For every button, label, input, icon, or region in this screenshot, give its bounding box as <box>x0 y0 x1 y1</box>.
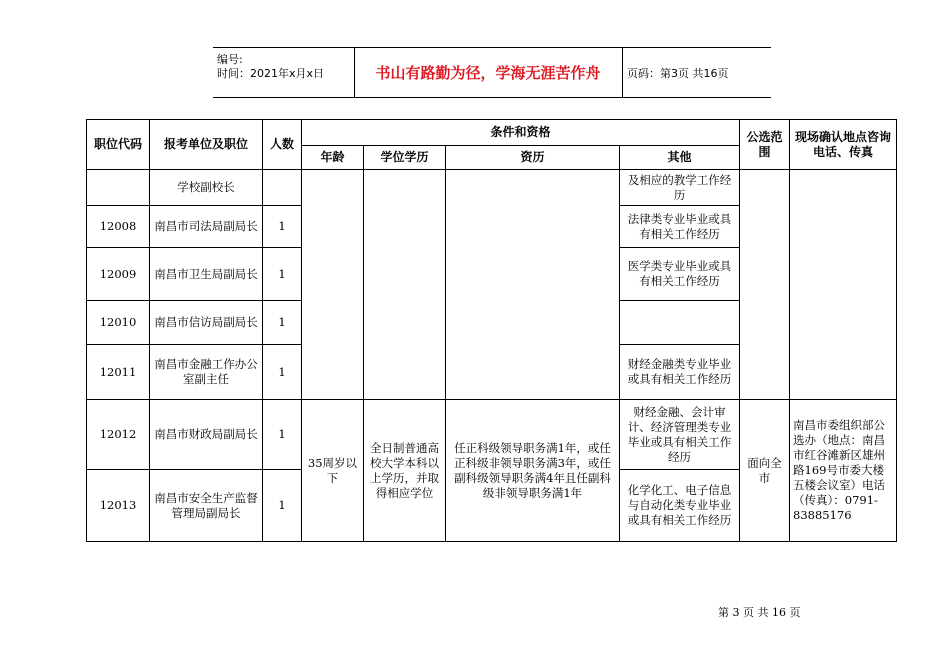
cell-age: 35周岁以下 <box>302 400 364 542</box>
cell-contact: 南昌市委组织部公选办（地点：南昌市红谷滩新区雄州路169号市委大楼五楼会议室）电话（传真）：0791-83885176 <box>790 400 897 542</box>
positions-table <box>86 119 897 542</box>
cell-scope: 面向全市 <box>740 400 790 542</box>
cell-count: 1 <box>263 248 302 301</box>
cell-code: 12010 <box>87 301 150 345</box>
motto: 书山有路勤为径，学海无涯苦作舟 <box>354 48 623 97</box>
cell-count: 1 <box>263 206 302 248</box>
table-row <box>87 400 897 470</box>
cell-unit: 南昌市财政局副局长 <box>150 400 263 470</box>
cell-count: 1 <box>263 301 302 345</box>
cell-other: 化学化工、电子信息与自动化类专业毕业或具有相关工作经历 <box>620 470 740 542</box>
cell-count: 1 <box>263 470 302 542</box>
page-footer: 第 3 页 共 16 页 <box>718 606 801 619</box>
cell-degree-blank <box>364 170 446 400</box>
cell-age-blank <box>302 170 364 400</box>
cell-unit: 南昌市安全生产监督管理局副局长 <box>150 470 263 542</box>
cell-code: 12011 <box>87 345 150 400</box>
cell-code: 12008 <box>87 206 150 248</box>
cell-other: 及相应的教学工作经历 <box>620 170 740 206</box>
cell-unit: 南昌市卫生局副局长 <box>150 248 263 301</box>
header-conditions: 条件和资格 <box>302 120 740 146</box>
header-contact: 现场确认地点咨询电话、传真 <box>790 120 897 170</box>
cell-code: 12012 <box>87 400 150 470</box>
cell-unit: 学校副校长 <box>150 170 263 206</box>
header-unit: 报考单位及职位 <box>150 120 263 170</box>
cell-count: 1 <box>263 400 302 470</box>
cell-other <box>620 301 740 345</box>
cell-code: 12009 <box>87 248 150 301</box>
cell-experience-blank <box>446 170 620 400</box>
header-count: 人数 <box>263 120 302 170</box>
page-header <box>213 47 771 98</box>
table-row <box>87 170 897 206</box>
cell-contact-blank <box>790 170 897 400</box>
cell-other: 财经金融、会计审计、经济管理类专业毕业或具有相关工作经历 <box>620 400 740 470</box>
cell-unit: 南昌市金融工作办公室副主任 <box>150 345 263 400</box>
cell-scope-blank <box>740 170 790 400</box>
cell-unit: 南昌市司法局副局长 <box>150 206 263 248</box>
cell-count <box>263 170 302 206</box>
header-age: 年龄 <box>302 146 364 170</box>
header-experience: 资历 <box>446 146 620 170</box>
cell-code: 12013 <box>87 470 150 542</box>
number-label: 编号: <box>217 53 243 66</box>
cell-code <box>87 170 150 206</box>
page-label: 页码：第3页 共16页 <box>627 66 729 80</box>
cell-unit: 南昌市信访局副局长 <box>150 301 263 345</box>
cell-other: 医学类专业毕业或具有相关工作经历 <box>620 248 740 301</box>
cell-degree: 全日制普通高校大学本科以上学历，并取得相应学位 <box>364 400 446 542</box>
header-meta <box>213 48 355 97</box>
header-code: 职位代码 <box>87 120 150 170</box>
cell-other: 法律类专业毕业或具有相关工作经历 <box>620 206 740 248</box>
time-label: 时间：2021年x月x日 <box>217 67 325 80</box>
cell-count: 1 <box>263 345 302 400</box>
header-degree: 学位学历 <box>364 146 446 170</box>
header-scope: 公选范围 <box>740 120 790 170</box>
cell-experience: 任正科级领导职务满1年，或任正科级非领导职务满3年，或任副科级领导职务满4年且任副科级非领导职务满1年 <box>446 400 620 542</box>
cell-other: 财经金融类专业毕业或具有相关工作经历 <box>620 345 740 400</box>
header-other: 其他 <box>620 146 740 170</box>
